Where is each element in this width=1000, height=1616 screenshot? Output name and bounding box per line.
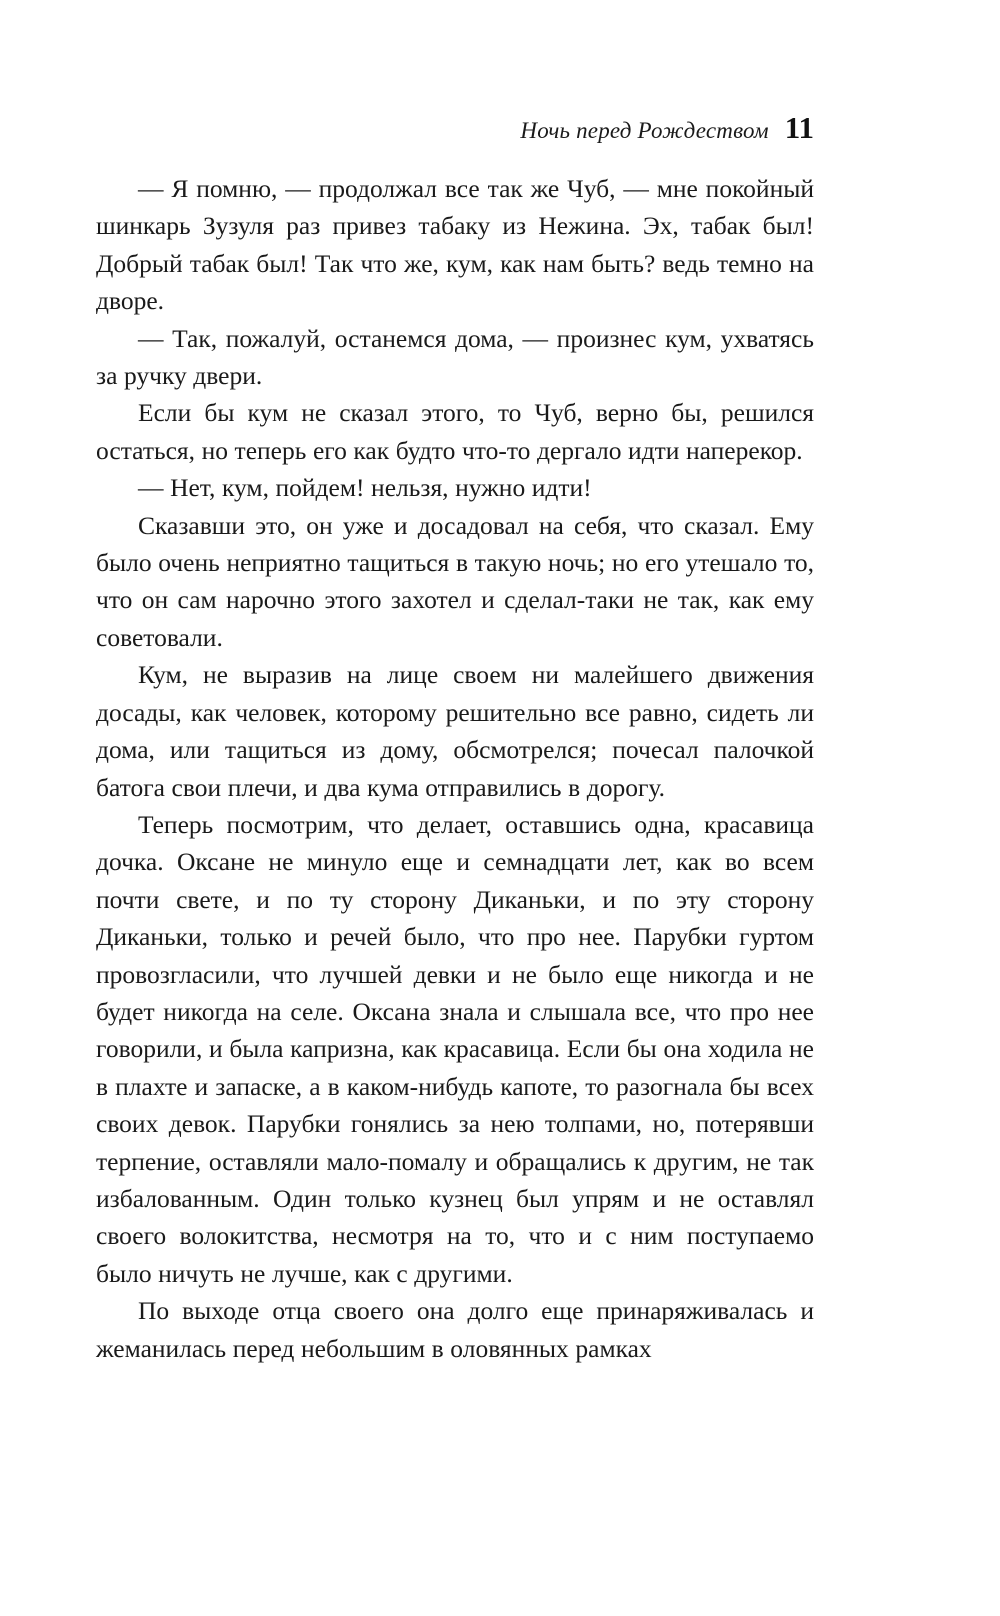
paragraph: — Так, пожалуй, останемся дома, — произнес кум, ухватясь за ручку двери. (96, 323, 814, 391)
running-head-title: Ночь перед Рождеством (520, 118, 769, 143)
paragraph: Сказавши это, он уже и досадовал на себя, что сказал. Ему было очень неприятно тащиться в такую ночь; но его утешало то, что он сам нарочно этого захотел и сделал-таки не так, как ему советовали. (96, 510, 814, 652)
running-head (96, 112, 814, 144)
body-text (96, 170, 814, 1367)
paragraph: Теперь посмотрим, что делает, оставшись одна, красавица дочка. Оксане не минуло еще и семнадцати лет, как во всем почти свете, и по ту сторону Диканьки, и по эту сторону Диканьки, только и речей было, что про нее. Парубки гуртом провозгласили, что лучшей девки и не было еще никогда и не будет никогда на селе. Оксана знала и слышала все, что про нее говорили, и была капризна, как красавица. Если бы она ходила не в плахте и запаске, а в каком-нибудь капоте, то разогнала бы всех своих девок. Парубки гонялись за нею толпами, но, потерявши терпение, оставляли мало-помалу и обращались к другим, не так избалованным. Один только кузнец был упрям и не оставлял своего волокитства, несмотря на то, что и с ним поступаемо было ничуть не лучше, как с другими. (96, 809, 814, 1288)
page-content (96, 112, 814, 1367)
page-number: 11 (784, 110, 814, 145)
paragraph: Если бы кум не сказал этого, то Чуб, верно бы, решился остаться, но теперь его как будто что-то дергало идти наперекор. (96, 398, 814, 465)
paragraph: По выходе отца своего она долго еще принаряживалась и жеманилась перед небольшим в оловянных рамках (96, 1296, 814, 1363)
paragraph: — Нет, кум, пойдем! нельзя, нужно идти! (138, 473, 592, 503)
paragraph: Кум, не выразив на лице своем ни малейшего движения досады, как человек, которому решительно все равно, сидеть ли дома, или тащиться из дому, обсмотрелся; почесал палочкой батога свои плечи, и два кума отправились в дорогу. (96, 660, 814, 802)
paragraph: — Я помню, — продолжал все так же Чуб, — мне покойный шинкарь Зузуля раз привез табаку из Нежина. Эх, табак был! Добрый табак был! Так что же, кум, как нам быть? ведь темно на дворе. (96, 174, 814, 316)
